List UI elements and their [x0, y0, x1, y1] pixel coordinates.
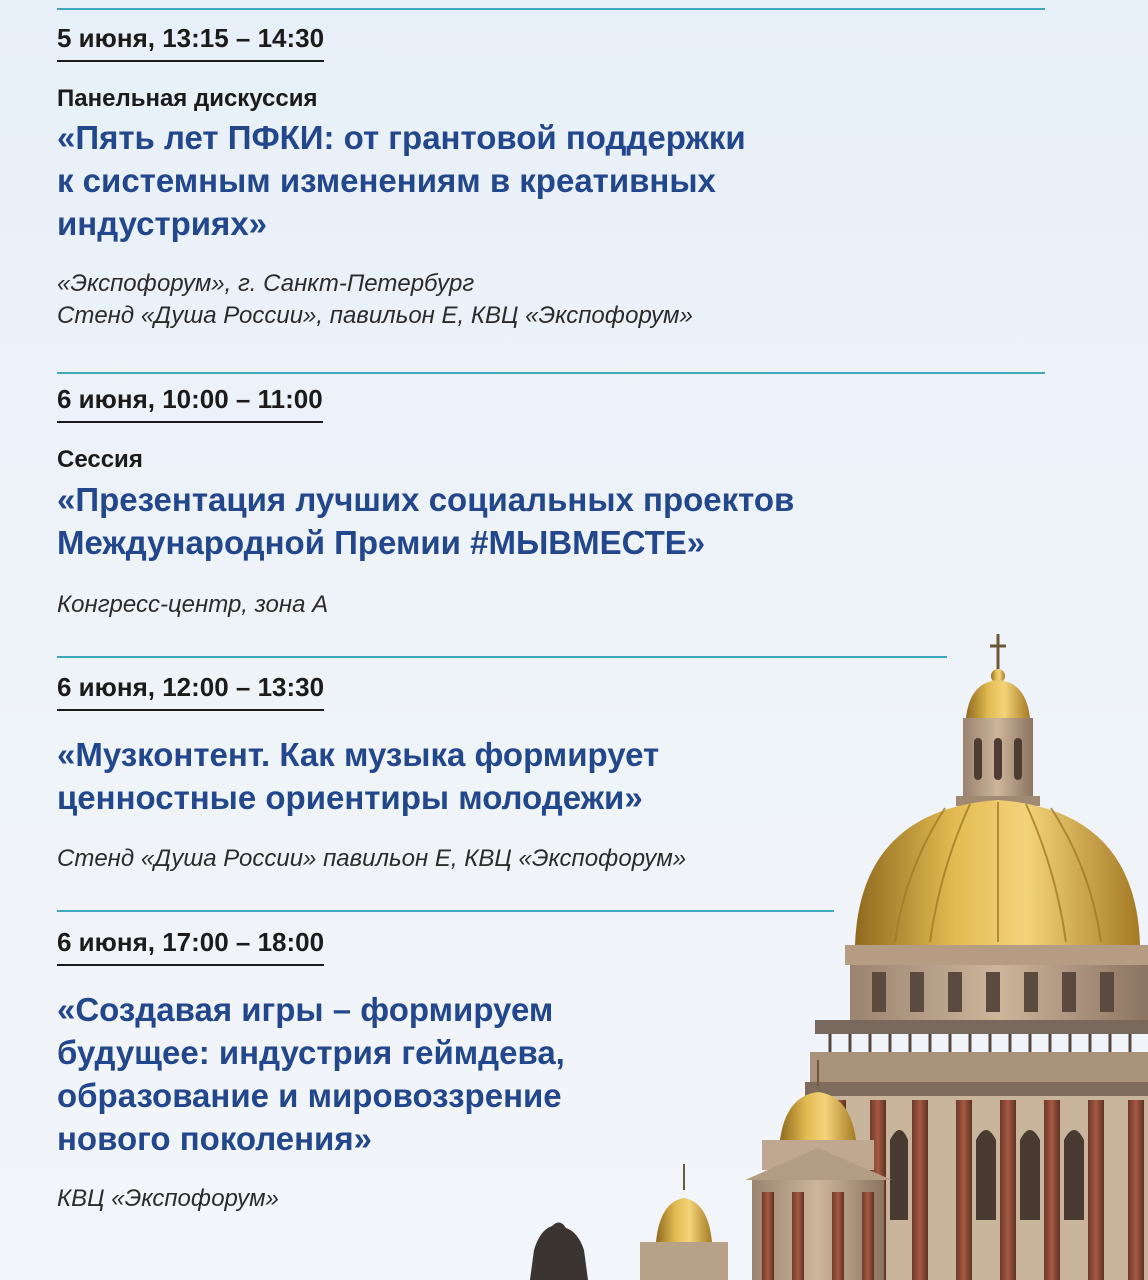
event-location [57, 589, 328, 621]
event-title-line: «Создавая игры – формируем [57, 991, 554, 1028]
event-title [57, 988, 565, 1160]
event-title [57, 116, 746, 245]
event-location-line: КВЦ «Экспофорум» [57, 1185, 279, 1212]
event-date: 6 июня, 17:00 – 18:00 [57, 927, 324, 966]
event-title-line: «Музконтент. Как музыка формирует [57, 736, 660, 773]
event-location [57, 268, 693, 332]
event-title-line: ценностные ориентиры молодежи» [57, 779, 643, 816]
event-date: 5 июня, 13:15 – 14:30 [57, 23, 324, 62]
event-title-line: «Презентация лучших социальных проектов [57, 481, 795, 518]
event-title [57, 478, 794, 564]
event-title-line: Международной Премии #МЫВМЕСТЕ» [57, 524, 706, 561]
event-date: 6 июня, 12:00 – 13:30 [57, 672, 324, 711]
event-date: 6 июня, 10:00 – 11:00 [57, 384, 323, 423]
event-location [57, 1183, 279, 1215]
event-title-line: к системным изменениям в креативных [57, 162, 716, 199]
event-title-line: будущее: индустрия геймдева, [57, 1034, 565, 1071]
event-location-line: Конгресс-центр, зона А [57, 591, 329, 618]
event-title-line: «Пять лет ПФКИ: от грантовой поддержки [57, 119, 746, 156]
event-location-line: Стенд «Душа России» павильон Е, КВЦ «Экспофорум» [57, 845, 687, 872]
event-location-line: «Экспофорум», г. Санкт-Петербург [57, 270, 475, 297]
event-type: Панельная дискуссия [57, 85, 318, 112]
divider [57, 372, 1045, 374]
cathedral-dome-icon [500, 620, 1148, 1280]
divider [57, 8, 1045, 10]
event-title-line: нового поколения» [57, 1120, 372, 1157]
event-title-line: индустриях» [57, 205, 268, 242]
event-title-line: образование и мировоззрение [57, 1077, 562, 1114]
event-type: Сессия [57, 446, 143, 473]
event-location-line: Стенд «Душа России», павильон Е, КВЦ «Экспофорум» [57, 302, 693, 329]
